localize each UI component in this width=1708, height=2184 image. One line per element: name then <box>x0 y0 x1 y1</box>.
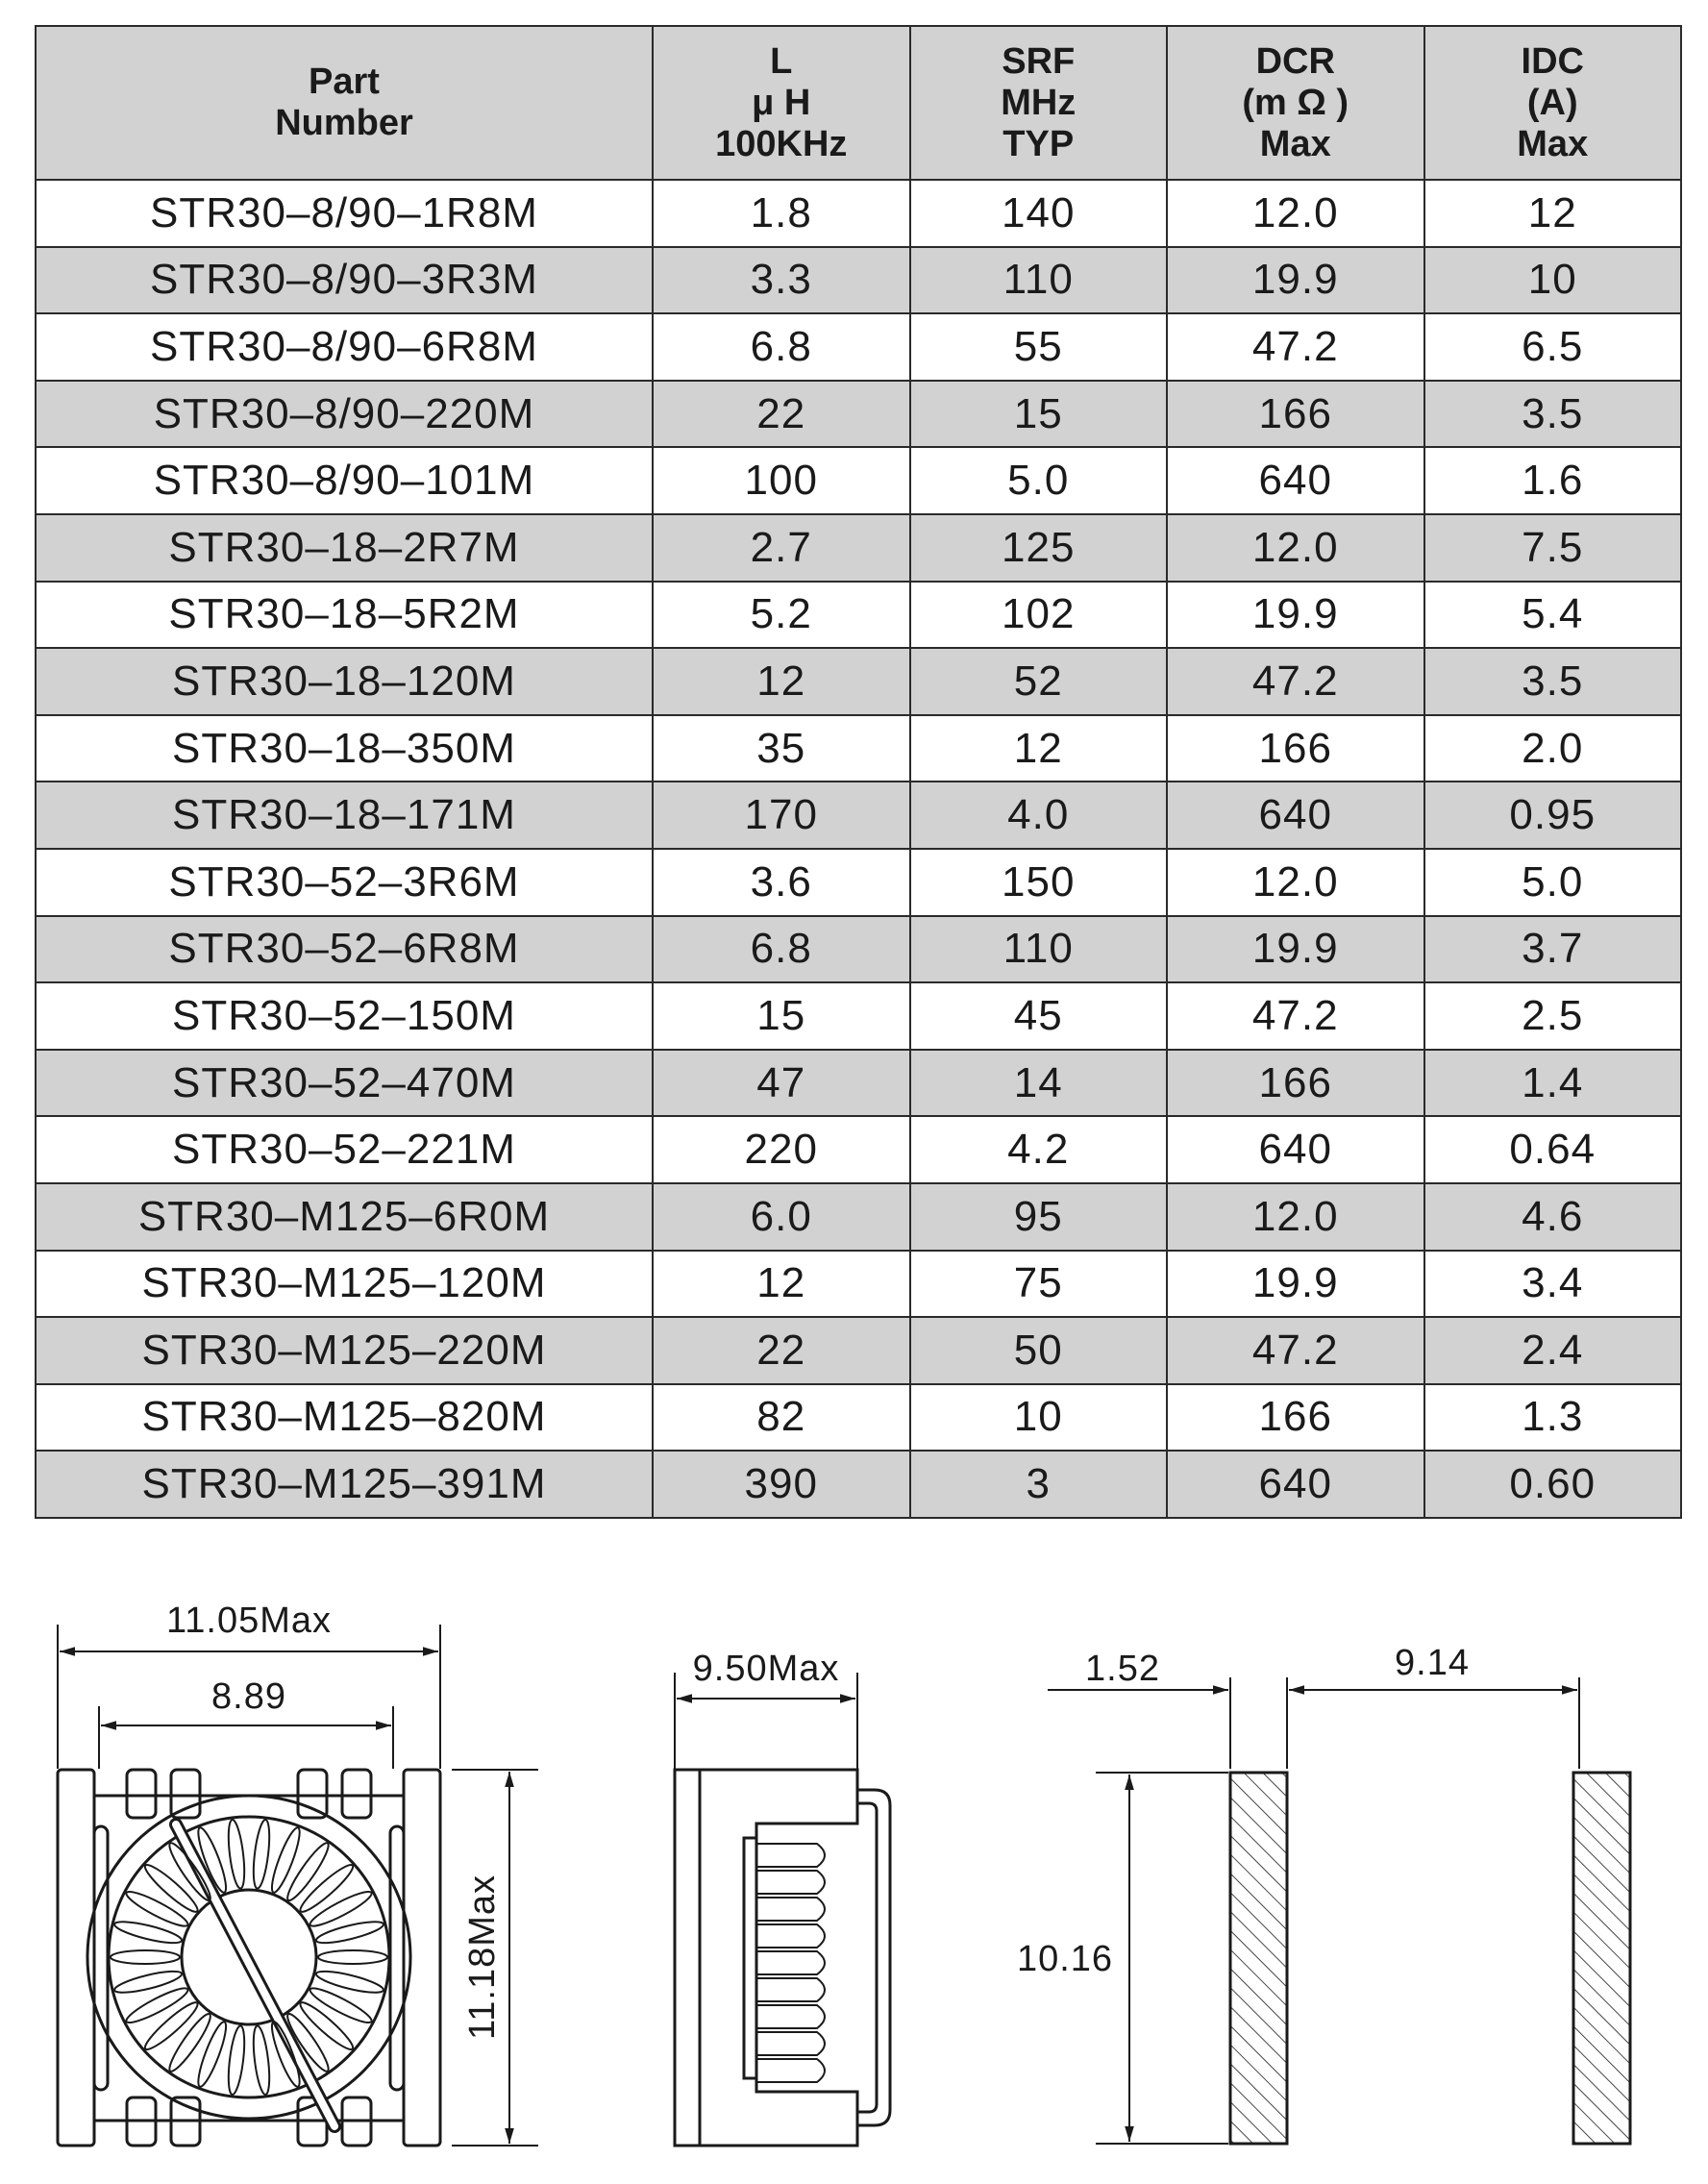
part-number-cell: STR30–8/90–220M <box>36 381 653 448</box>
value-cell: 19.9 <box>1167 582 1424 649</box>
value-cell: 110 <box>910 247 1168 314</box>
value-cell: 2.7 <box>653 514 910 582</box>
value-cell: 6.0 <box>653 1183 910 1251</box>
part-number-cell: STR30–M125–220M <box>36 1317 653 1384</box>
value-cell: 1.4 <box>1424 1050 1682 1117</box>
pad-spacing-label: 9.14 <box>1395 1643 1470 1683</box>
table-row <box>36 447 1681 514</box>
side-view <box>675 1673 890 2146</box>
value-cell: 7.5 <box>1424 514 1682 582</box>
value-cell: 47.2 <box>1167 648 1424 715</box>
value-cell: 6.5 <box>1424 313 1682 381</box>
column-header-line: TYP <box>1003 123 1075 164</box>
value-cell: 0.60 <box>1424 1451 1682 1518</box>
spec-table <box>35 25 1682 1519</box>
value-cell: 140 <box>910 180 1168 247</box>
value-cell: 640 <box>1167 1451 1424 1518</box>
value-cell: 12.0 <box>1167 849 1424 916</box>
value-cell: 12.0 <box>1167 180 1424 247</box>
value-cell: 640 <box>1167 782 1424 849</box>
value-cell: 12 <box>653 1251 910 1318</box>
value-cell: 12 <box>910 715 1168 782</box>
column-header-line: μ H <box>752 82 811 123</box>
overall-width-label: 11.05Max <box>165 1601 333 1641</box>
table-row <box>36 180 1681 247</box>
value-cell: 82 <box>653 1384 910 1452</box>
value-cell: 47.2 <box>1167 982 1424 1050</box>
value-cell: 47 <box>653 1050 910 1117</box>
value-cell: 166 <box>1167 1384 1424 1452</box>
table-row <box>36 1451 1681 1518</box>
value-cell: 35 <box>653 715 910 782</box>
part-number-cell: STR30–8/90–6R8M <box>36 313 653 381</box>
left-pad <box>1230 1773 1287 2144</box>
dimension-drawing <box>0 1538 1708 2184</box>
footprint-view <box>1048 1677 1630 2144</box>
value-cell: 15 <box>653 982 910 1050</box>
side-width-label: 9.50Max <box>692 1649 840 1689</box>
column-header-line: Max <box>1517 123 1589 164</box>
value-cell: 14 <box>910 1050 1168 1117</box>
value-cell: 390 <box>653 1451 910 1518</box>
value-cell: 125 <box>910 514 1168 582</box>
inductor-top-body <box>58 1770 440 2146</box>
value-cell: 4.0 <box>910 782 1168 849</box>
value-cell: 0.64 <box>1424 1116 1682 1183</box>
value-cell: 12.0 <box>1167 514 1424 582</box>
table-row <box>36 1317 1681 1384</box>
part-number-cell: STR30–M125–820M <box>36 1384 653 1452</box>
value-cell: 52 <box>910 648 1168 715</box>
value-cell: 220 <box>653 1116 910 1183</box>
value-cell: 2.4 <box>1424 1317 1682 1384</box>
part-number-cell: STR30–18–171M <box>36 782 653 849</box>
column-header-line: L <box>770 40 793 82</box>
value-cell: 19.9 <box>1167 916 1424 983</box>
part-number-cell: STR30–52–470M <box>36 1050 653 1117</box>
value-cell: 102 <box>910 582 1168 649</box>
table-row <box>36 1183 1681 1251</box>
part-number-cell: STR30–8/90–1R8M <box>36 180 653 247</box>
height-label: 11.18Max <box>462 1874 503 2041</box>
table-row <box>36 1050 1681 1117</box>
value-cell: 3.5 <box>1424 381 1682 448</box>
table-row <box>36 715 1681 782</box>
table-row <box>36 381 1681 448</box>
part-number-cell: STR30–8/90–101M <box>36 447 653 514</box>
value-cell: 3.6 <box>653 849 910 916</box>
value-cell: 10 <box>1424 247 1682 314</box>
value-cell: 22 <box>653 381 910 448</box>
table-body <box>36 180 1681 1518</box>
part-number-cell: STR30–52–221M <box>36 1116 653 1183</box>
header-row <box>36 26 1681 180</box>
value-cell: 3.5 <box>1424 648 1682 715</box>
table-row <box>36 1384 1681 1452</box>
value-cell: 1.8 <box>653 180 910 247</box>
value-cell: 12.0 <box>1167 1183 1424 1251</box>
value-cell: 170 <box>653 782 910 849</box>
value-cell: 95 <box>910 1183 1168 1251</box>
value-cell: 12 <box>653 648 910 715</box>
value-cell: 5.4 <box>1424 582 1682 649</box>
table-row <box>36 916 1681 983</box>
table-row <box>36 313 1681 381</box>
value-cell: 6.8 <box>653 916 910 983</box>
value-cell: 12 <box>1424 180 1682 247</box>
value-cell: 4.2 <box>910 1116 1168 1183</box>
value-cell: 19.9 <box>1167 1251 1424 1318</box>
column-header-line: IDC <box>1521 40 1584 82</box>
value-cell: 55 <box>910 313 1168 381</box>
table-row <box>36 582 1681 649</box>
table-row <box>36 982 1681 1050</box>
value-cell: 166 <box>1167 1050 1424 1117</box>
table-row <box>36 648 1681 715</box>
column-header-line: DCR <box>1255 40 1335 82</box>
value-cell: 3 <box>910 1451 1168 1518</box>
value-cell: 3.3 <box>653 247 910 314</box>
value-cell: 45 <box>910 982 1168 1050</box>
table-row <box>36 1116 1681 1183</box>
column-header-line: SRF <box>1002 40 1076 82</box>
part-number-cell: STR30–M125–120M <box>36 1251 653 1318</box>
part-number-cell: STR30–M125–391M <box>36 1451 653 1518</box>
column-header <box>36 26 653 180</box>
value-cell: 22 <box>653 1317 910 1384</box>
right-pad <box>1573 1773 1630 2144</box>
table-row <box>36 782 1681 849</box>
value-cell: 6.8 <box>653 313 910 381</box>
column-header-line: (m Ω ) <box>1242 82 1349 123</box>
value-cell: 3.7 <box>1424 916 1682 983</box>
part-number-cell: STR30–M125–6R0M <box>36 1183 653 1251</box>
table-row <box>36 1251 1681 1318</box>
table-header <box>36 26 1681 180</box>
value-cell: 5.2 <box>653 582 910 649</box>
value-cell: 47.2 <box>1167 313 1424 381</box>
inner-width-label: 8.89 <box>211 1676 286 1717</box>
value-cell: 166 <box>1167 381 1424 448</box>
value-cell: 3.4 <box>1424 1251 1682 1318</box>
value-cell: 5.0 <box>1424 849 1682 916</box>
part-number-cell: STR30–52–150M <box>36 982 653 1050</box>
table-row <box>36 247 1681 314</box>
column-header <box>1167 26 1424 180</box>
table-row <box>36 849 1681 916</box>
value-cell: 15 <box>910 381 1168 448</box>
part-number-cell: STR30–18–5R2M <box>36 582 653 649</box>
value-cell: 19.9 <box>1167 247 1424 314</box>
value-cell: 47.2 <box>1167 1317 1424 1384</box>
value-cell: 4.6 <box>1424 1183 1682 1251</box>
pad-length-label: 10.16 <box>1016 1939 1114 1979</box>
column-header-line: Part <box>309 62 380 102</box>
value-cell: 50 <box>910 1317 1168 1384</box>
value-cell: 75 <box>910 1251 1168 1318</box>
table-row <box>36 514 1681 582</box>
value-cell: 0.95 <box>1424 782 1682 849</box>
value-cell: 1.3 <box>1424 1384 1682 1452</box>
column-header <box>910 26 1168 180</box>
part-number-cell: STR30–52–3R6M <box>36 849 653 916</box>
part-number-cell: STR30–18–2R7M <box>36 514 653 582</box>
value-cell: 640 <box>1167 447 1424 514</box>
value-cell: 166 <box>1167 715 1424 782</box>
column-header-line: 100KHz <box>715 123 848 164</box>
column-header-line: MHz <box>1001 82 1077 123</box>
value-cell: 10 <box>910 1384 1168 1452</box>
part-number-cell: STR30–18–120M <box>36 648 653 715</box>
value-cell: 1.6 <box>1424 447 1682 514</box>
column-header <box>1424 26 1682 180</box>
part-number-cell: STR30–18–350M <box>36 715 653 782</box>
value-cell: 150 <box>910 849 1168 916</box>
part-number-cell: STR30–52–6R8M <box>36 916 653 983</box>
column-header-line: Number <box>275 103 413 143</box>
value-cell: 5.0 <box>910 447 1168 514</box>
value-cell: 640 <box>1167 1116 1424 1183</box>
column-header-line: (A) <box>1526 82 1578 123</box>
value-cell: 100 <box>653 447 910 514</box>
value-cell: 110 <box>910 916 1168 983</box>
value-cell: 2.5 <box>1424 982 1682 1050</box>
column-header-line: Max <box>1259 123 1331 164</box>
column-header <box>653 26 910 180</box>
pad-width-label: 1.52 <box>1085 1649 1160 1689</box>
side-coil-windings <box>756 1844 825 2082</box>
part-number-cell: STR30–8/90–3R3M <box>36 247 653 314</box>
value-cell: 2.0 <box>1424 715 1682 782</box>
